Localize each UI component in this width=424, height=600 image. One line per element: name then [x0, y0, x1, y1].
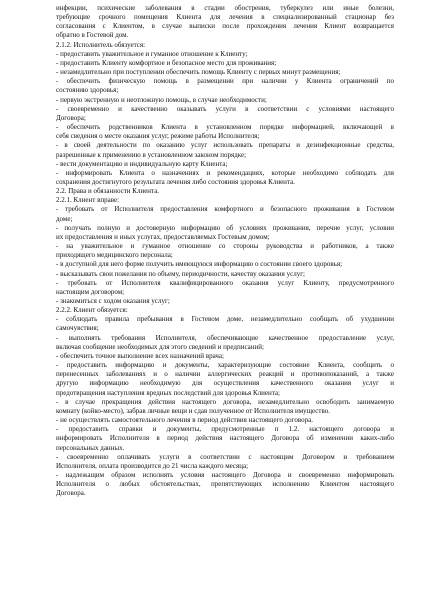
text-line: приходящего медицинского персонала; — [56, 251, 173, 260]
text-line: персональных данных. — [56, 443, 125, 452]
text-line: Договора; — [56, 113, 86, 122]
text-line: сохранения достигнутого результата лечения либо состояния здоровья Клиента. — [56, 177, 295, 186]
text-line: Исполнителя, оплата производится до 21 числа каждого месяца; — [56, 461, 249, 470]
text-line: себя сведения о месте оказания услуг, режиме работы Исполнителя; — [56, 132, 260, 141]
text-line: перенесенных заболеваниях и о наличии аллергических реакций и противопоказаний, а также — [56, 370, 394, 379]
document-body — [56, 4, 394, 498]
text-line: их предоставления и иных услугах, предоставляемых Гостевым домом; — [56, 232, 270, 241]
text-line: согласования с Клиентом, в случае выписки после прохождения лечения Клиент возвращается — [56, 22, 394, 31]
text-line: - надлежащим образом исполнять условия настоящего Договора и своевременно информировать — [56, 470, 394, 479]
text-line: - в случае прекращения действия настоящего договора, незамедлительно освободить занимаемую — [56, 397, 394, 406]
text-line: - первую экстренную и неотложную помощь, в случае необходимости; — [56, 95, 267, 104]
text-line: комнату (койко-место), забрав личные вещи и сдав полученное от Исполнителя имущество. — [56, 406, 330, 415]
text-line: - не осуществлять самостоятельного лечения в период действия настоящего договора. — [56, 416, 313, 425]
text-line: - предоставить Клиенту комфортное и безопасное место для проживания; — [56, 58, 277, 67]
text-line: - высказывать свои пожелания по объему, периодичности, качеству оказания услуг; — [56, 269, 306, 278]
text-line: 2.1.2. Исполнитель обязуется: — [56, 40, 146, 49]
text-line: - соблюдать правила пребывания в Гостевом доме, незамедлительно сообщать об ухудшении — [56, 315, 394, 324]
text-line: - обеспечить физическую помощь в размещении при наличии у Клиента ограничений по — [56, 77, 394, 86]
text-line: - получать полную и достоверную информацию об условиях проживания, перечне услуг, условии — [56, 223, 394, 232]
text-line: - предоставить информацию и документы, характеризующие состояние Клиента, сообщить о — [56, 361, 394, 370]
text-line: - на уважительное и гуманное отношение со стороны руководства и работников, а также — [56, 242, 394, 251]
text-line: информировать Исполнителя в период действия настоящего Договора об изменении каких-либо — [56, 434, 394, 443]
text-line: инфекции, психические заболевания в стадии обострения, туберкулез или иные болезни, — [56, 4, 394, 12]
text-line: - информировать Клиента о назначениях и рекомендациях, которые необходимо соблюдать для — [56, 168, 394, 177]
text-line: - требовать от Исполнителя квалифицированного оказания услуг Клиенту, предусмотренного — [56, 278, 394, 287]
text-line: обратно в Гостевой дом. — [56, 31, 129, 40]
text-line: - своевременно оплачивать услуги в соответствии с настоящим Договором и требованием — [56, 452, 394, 461]
text-line: другую информацию необходимую для осуществления качественного оказания услуг и — [56, 379, 394, 388]
text-line: 2.2.1. Клиент вправе: — [56, 196, 120, 205]
text-line: включая сообщение необходимых для этого сведений и предписаний; — [56, 342, 264, 351]
text-line: самочувствия; — [56, 324, 99, 333]
text-line: Договора. — [56, 489, 86, 498]
text-line: - знакомиться с ходом оказания услуг; — [56, 297, 170, 305]
text-line: настоящим договором; — [56, 287, 125, 296]
text-line: состоянию здоровья; — [56, 86, 119, 95]
text-line: 2.2. Права и обязанности Клиента. — [56, 187, 160, 196]
text-line: - выполнять требования Исполнителя, обеспечивающие качественное предоставление услуг, — [56, 333, 394, 342]
text-line: - обеспечить родственников Клиента в установленном порядке информацией, включающей в — [56, 123, 394, 132]
text-line: предотвращения наступления вредных последствий для здоровья Клиента; — [56, 388, 280, 397]
text-line: доме; — [56, 214, 73, 223]
text-line: - предоставить справки и документы, предусмотренные п 1.2. настоящего договора и — [56, 425, 394, 434]
text-line: - предоставить уважительное и гуманное отношение к Клиенту; — [56, 49, 248, 58]
text-line: 2.2.2. Клиент обязуется: — [56, 306, 128, 315]
text-line: требующие срочного помещения Клиента для лечения в специализированный стационар без — [56, 13, 394, 22]
text-line: - вести документацию и индивидуальную карту Клиента; — [56, 159, 228, 168]
text-line: разрешенные к применению в установленном законом порядке; — [56, 150, 247, 159]
text-line: - незамедлительно при поступлении обеспечить помощь Клиенту с первых минут размещения; — [56, 68, 341, 77]
text-line: - обеспечить точное выполнение всех назначений врача; — [56, 351, 224, 360]
text-line: - в доступной для него форме получить имеющуюся информацию о состоянии своего здоровья; — [56, 260, 343, 269]
text-line: - своевременно и качественно оказывать услуги в соответствии с условиями настоящего — [56, 104, 394, 113]
text-line: - требовать от Исполнителя предоставления комфортного и безопасного проживания в Гостевом — [56, 205, 394, 214]
text-line: Исполнителя о любых обстоятельствах, препятствующих исполнению Клиентом настоящего — [56, 480, 394, 489]
text-line: - в своей деятельности по оказанию услуг использовать препараты и дезинфекционные средства, — [56, 141, 394, 150]
